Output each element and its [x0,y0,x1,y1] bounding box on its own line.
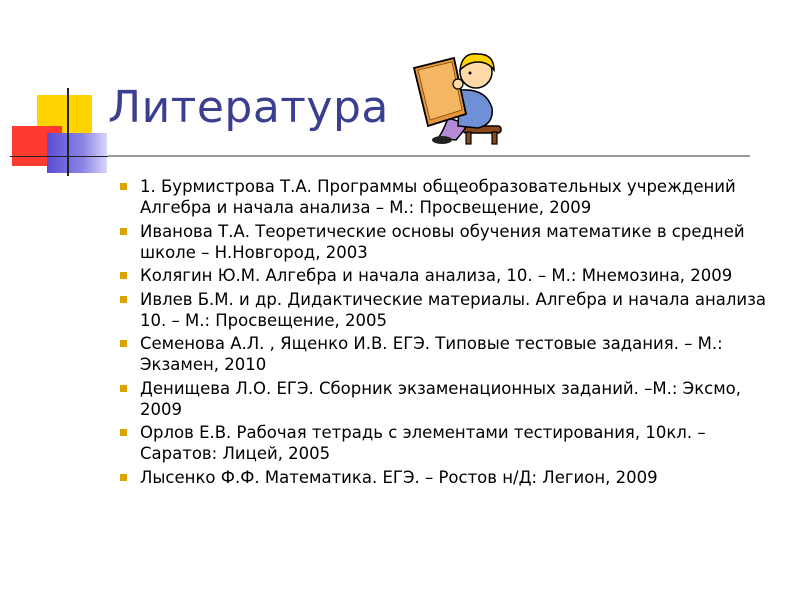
list-item [118,333,778,375]
bullet-icon [120,272,127,279]
list-item [118,221,778,263]
reference-text: Лысенко Ф.Ф. Математика. ЕГЭ. – Ростов н/Д: Легион, 2009 [140,467,658,487]
reference-text: Ивлев Б.М. и др. Дидактические материалы. Алгебра и начала анализа 10. – М.: Просвещение, 2005 [140,289,767,330]
references-list [118,176,778,490]
reference-text: Колягин Ю.М. Алгебра и начала анализа, 10. – М.: Мнемозина, 2009 [140,266,733,285]
decor-vertical-line [67,88,69,176]
list-item [118,467,778,488]
list-item [118,422,778,464]
list-item [118,176,778,218]
reference-text: Денищева Л.О. ЕГЭ. Сборник экзаменационных заданий. –М.: Эксмо, 2009 [140,378,742,419]
list-item [118,265,778,286]
title-underline [108,155,750,157]
list-item [118,289,778,331]
bullet-icon [120,296,127,303]
decor-blue-square [47,133,107,173]
reference-text: 1. Бурмистрова Т.А. Программы общеобразовательных учреждений Алгебра и начала анализа – М.: Просвещение, 2009 [140,177,736,217]
list-item [118,378,778,420]
bullet-icon [120,228,127,235]
slide-title: Литература [108,82,389,133]
decor-horizontal-line [10,156,120,157]
bullet-icon [120,340,127,347]
reference-text: Орлов Е.В. Рабочая тетрадь с элементами тестирования, 10кл. – Саратов: Лицей, 2005 [140,423,706,463]
bullet-icon [120,385,127,392]
bullet-icon [120,183,127,190]
bullet-icon [120,429,127,436]
child-reading-book-icon [408,40,508,145]
reference-text: Семенова А.Л. , Ященко И.В. ЕГЭ. Типовые тестовые задания. – М.: Экзамен, 2010 [140,334,723,374]
bullet-icon [120,474,127,481]
reference-text: Иванова Т.А. Теоретические основы обучения математике в средней школе – Н.Новгород, 2003 [140,221,745,262]
